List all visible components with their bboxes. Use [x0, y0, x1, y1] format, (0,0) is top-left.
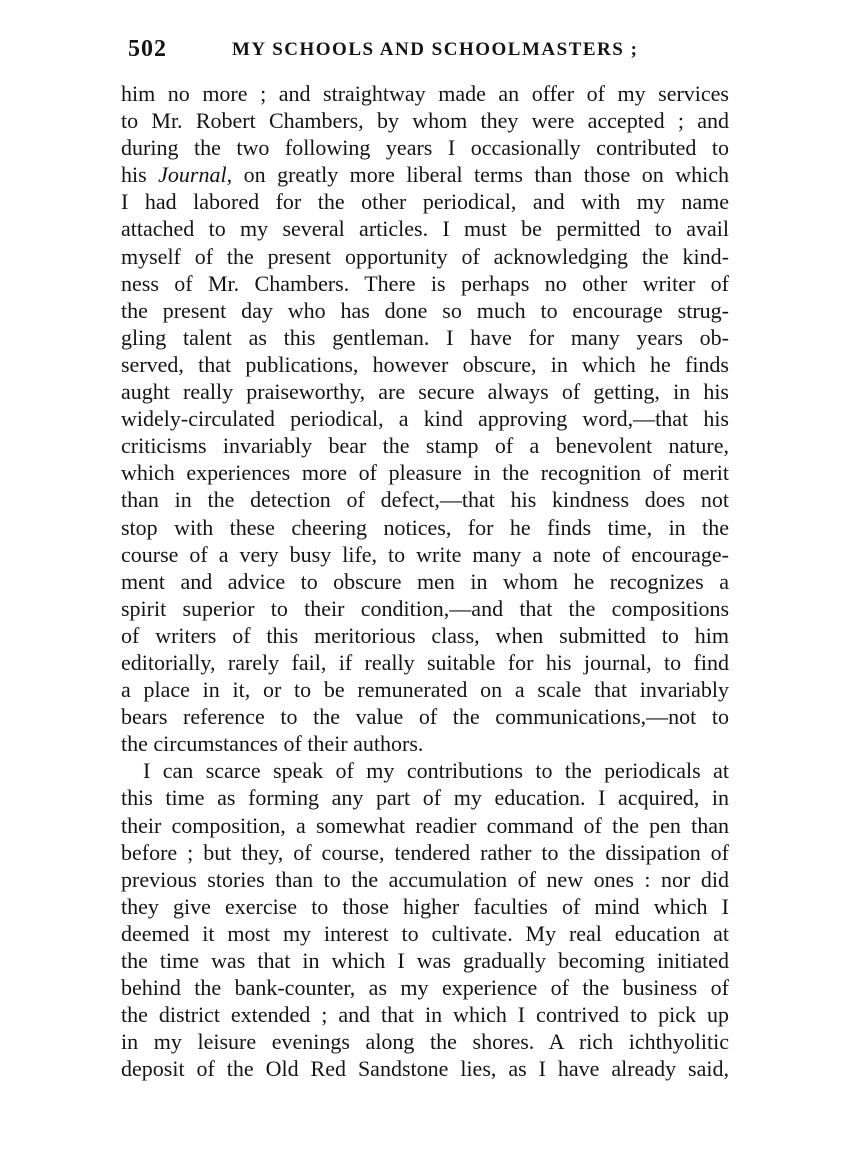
running-title: MY SCHOOLS AND SCHOOLMASTERS ;	[232, 39, 639, 60]
text-line: spirit superior to their condition,—and that the compositions	[121, 595, 729, 621]
text-line: than in the detection of defect,—that his kindness does not	[121, 487, 729, 513]
text-line: served, that publications, however obscure, in which he finds	[121, 351, 729, 377]
text-line: widely-circulated periodical, a kind approving word,—that his	[121, 406, 729, 432]
text-line: during the two following years I occasionally contributed to	[121, 135, 729, 161]
text-line: I can scarce speak of my contributions to the periodicals at	[143, 758, 729, 784]
text-line: they give exercise to those higher faculties of mind which I	[121, 893, 729, 919]
text-line: attached to my several articles. I must be permitted to avail	[121, 216, 729, 242]
text-line: of writers of this meritorious class, when submitted to him	[121, 622, 729, 648]
text-line: deemed it most my interest to cultivate. My real education at	[121, 920, 729, 946]
page-number: 502	[128, 36, 167, 62]
text-line: editorially, rarely fail, if really suitable for his journal, to find	[121, 649, 729, 675]
text-line: ness of Mr. Chambers. There is perhaps no other writer of	[121, 270, 729, 296]
text-line: before ; but they, of course, tendered rather to the dissipation of	[121, 839, 729, 865]
text-line: the circumstances of their authors.	[121, 731, 424, 757]
text-line: previous stories than to the accumulation of new ones : nor did	[121, 866, 729, 892]
running-head	[120, 36, 740, 64]
text-line: deposit of the Old Red Sandstone lies, as I have already said,	[121, 1056, 729, 1082]
text-line: criticisms invariably bear the stamp of a benevolent nature,	[121, 433, 729, 459]
text-line: stop with these cheering notices, for he finds time, in the	[121, 514, 729, 540]
text-line: the present day who has done so much to encourage strug-	[121, 297, 729, 323]
text-line: behind the bank-counter, as my experience of the business of	[121, 975, 729, 1001]
text-line: the time was that in which I was gradually becoming initiated	[121, 948, 729, 973]
paragraph-1	[121, 80, 729, 757]
paragraph-2	[121, 757, 729, 1082]
text-line: I had labored for the other periodical, and with my name	[121, 189, 729, 215]
text-line: in my leisure evenings along the shores. A rich ichthyolitic	[121, 1029, 729, 1055]
text-line: this time as forming any part of my education. I acquired, in	[121, 785, 729, 811]
text-line: their composition, a somewhat readier command of the pen than	[121, 812, 729, 838]
text-line: course of a very busy life, to write many a note of encourage-	[121, 541, 729, 567]
text-line: myself of the present opportunity of acknowledging the kind-	[121, 243, 729, 269]
text-line: bears reference to the value of the communications,—not to	[121, 704, 729, 730]
text-line: him no more ; and straightway made an offer of my services	[121, 81, 729, 106]
body-text	[121, 80, 729, 1082]
text-line: aught really praiseworthy, are secure always of getting, in his	[121, 379, 729, 405]
text-line: gling talent as this gentleman. I have for many years ob-	[121, 324, 729, 350]
text-line: the district extended ; and that in which I contrived to pick up	[121, 1002, 729, 1028]
text-line: which experiences more of pleasure in the recognition of merit	[121, 460, 729, 486]
text-line: a place in it, or to be remunerated on a scale that invariably	[121, 677, 729, 703]
text-line: ment and advice to obscure men in whom he recognizes a	[121, 568, 729, 594]
text-line: his Journal, on greatly more liberal terms than those on which	[121, 162, 729, 188]
text-line: to Mr. Robert Chambers, by whom they were accepted ; and	[121, 108, 729, 134]
